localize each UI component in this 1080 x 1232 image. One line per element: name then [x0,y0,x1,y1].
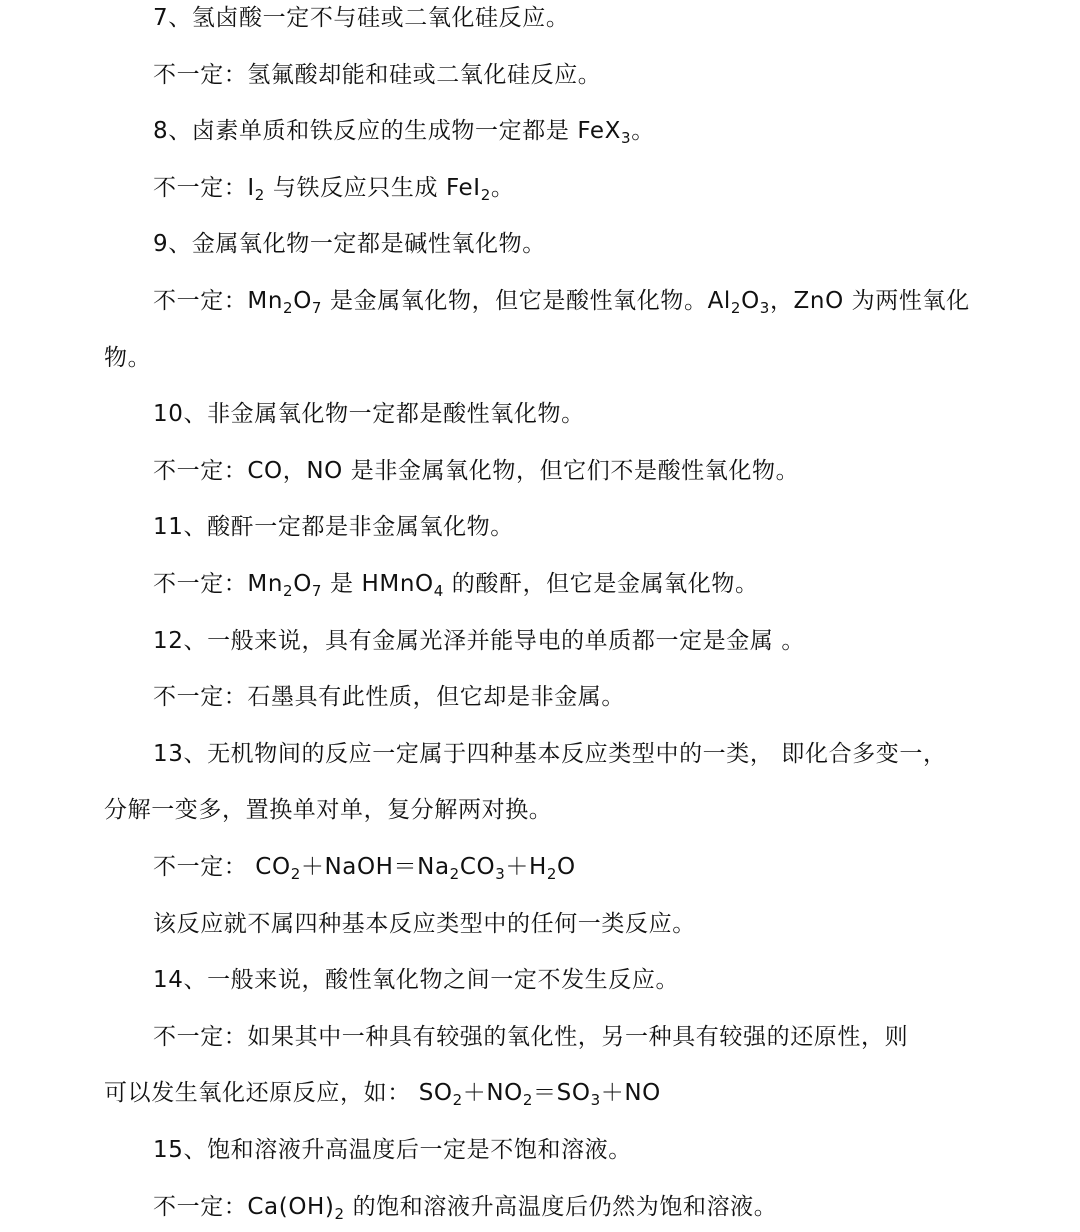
text-segment: ，ZnO 为两性氧化 [769,288,970,314]
text-segment: ＝SO [533,1080,591,1107]
text-segment: 不一定：Ca(OH) [153,1193,335,1220]
text-segment: O [293,571,312,597]
text-segment: 不一定：如果其中一种具有较强的氧化性，另一种具有较强的还原性，则 [153,1023,909,1050]
text-line [153,229,546,259]
text-segment: 7、氢卤酸一定不与硅或二氧化硅反应。 [153,5,570,31]
text-line [153,286,970,316]
subscript: 3 [590,1091,601,1110]
text-segment: 分解一变多，置换单对单，复分解两对换。 [104,797,553,824]
subscript: 2 [546,865,557,883]
text-line [104,795,552,825]
subscript: 2 [480,185,491,204]
text-segment: 13、无机物间的反应一定属于四种基本反应类型中的一类， 即化合多变一， [153,740,947,767]
text-line [153,626,805,656]
subscript: 2 [730,299,742,317]
text-segment: 该反应就不属四种基本反应类型中的任何一类反应。 [153,910,696,937]
text-line [153,399,585,429]
subscript: 2 [254,185,265,204]
text-segment: 不一定：石墨具有此性质，但它却是非金属。 [153,684,625,711]
text-segment: 的饱和溶液升高温度后仍然为饱和溶液。 [344,1193,778,1220]
subscript: 4 [433,582,444,600]
text-segment: 不一定： CO [153,854,291,880]
text-segment: 11、酸酐一定都是非金属氧化物。 [153,514,514,541]
text-segment: 不一定：氢氟酸却能和硅或二氧化硅反应。 [153,61,602,88]
subscript: 2 [522,1091,534,1110]
text-line [104,343,151,373]
text-line [153,1135,632,1165]
text-segment: 9、金属氧化物一定都是碱性氧化物。 [153,231,546,258]
text-line [153,909,696,939]
text-segment: ＋NO [462,1080,523,1107]
subscript: 7 [311,582,323,600]
text-segment: 8、卤素单质和铁反应的生成物一定都是 FeX [153,118,622,145]
text-line [104,1078,661,1108]
text-segment: 不一定：CO，NO 是非金属氧化物，但它们不是酸性氧化物。 [153,457,800,484]
text-segment: 物。 [104,344,152,371]
text-segment: 是金属氧化物，但它是酸性氧化物。Al [322,288,731,314]
text-segment: ＋NaOH＝Na [300,854,450,880]
text-line [153,1022,908,1052]
text-line [153,3,569,33]
text-line [153,739,947,769]
subscript: 2 [452,1091,463,1110]
text-segment: 。 [490,174,515,201]
subscript: 2 [283,299,294,317]
subscript: 2 [290,865,301,883]
text-line [153,173,514,203]
text-segment: 不一定：Mn [153,571,284,597]
text-segment: 10、非金属氧化物一定都是酸性氧化物。 [153,401,585,428]
subscript: 2 [283,582,294,600]
text-segment: ＋H [505,854,547,880]
text-line [153,456,799,486]
text-segment: 不一定：I [153,174,255,201]
subscript: 7 [311,299,323,317]
subscript: 2 [449,865,460,883]
text-line [153,569,759,599]
text-segment: 可以发生氧化还原反应，如： SO [104,1080,453,1107]
text-segment: O [557,854,576,880]
text-line [153,682,625,712]
subscript: 3 [495,865,506,883]
text-segment: 的酸酐，但它是金属氧化物。 [443,571,759,597]
text-line [153,965,679,995]
text-segment: 14、一般来说，酸性氧化物之间一定不发生反应。 [153,967,680,994]
text-segment: 12、一般来说，具有金属光泽并能导电的单质都一定是金属 。 [153,627,805,654]
text-line [153,1192,777,1222]
text-segment: O [293,288,312,314]
text-line [153,60,601,90]
text-line [153,116,655,146]
text-segment: CO [459,854,496,880]
text-segment: ＋NO [600,1080,661,1107]
subscript: 3 [621,129,632,148]
text-line [153,852,576,882]
text-segment: 与铁反应只生成 FeI [264,174,481,201]
text-line [153,512,514,542]
subscript: 2 [334,1204,345,1223]
text-segment: 是 HMnO [322,571,434,597]
text-segment: O [741,288,760,314]
text-segment: 15、饱和溶液升高温度后一定是不饱和溶液。 [153,1137,632,1163]
text-segment: 不一定：Mn [153,288,284,314]
text-segment: 。 [631,118,655,145]
subscript: 3 [759,299,770,317]
